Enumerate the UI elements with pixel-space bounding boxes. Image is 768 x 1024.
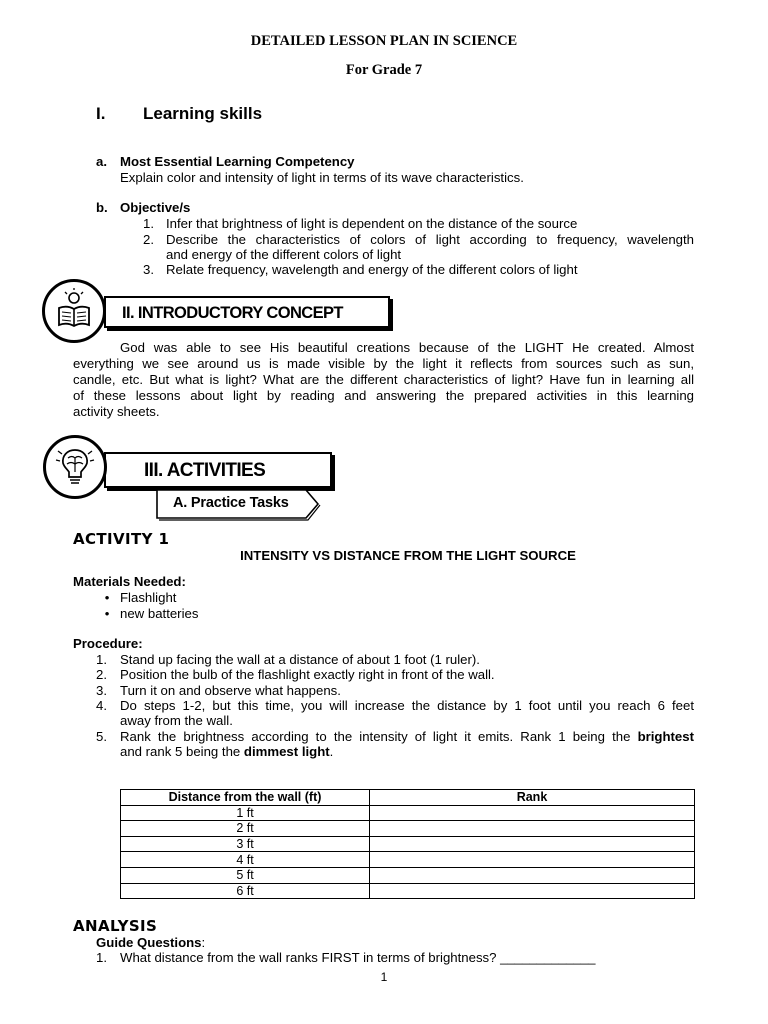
step-number: 5.	[96, 729, 107, 744]
intro-paragraph-line: everything we see around us is made visible by the light it reflects from sources such as sun,	[73, 356, 694, 371]
rank-cell[interactable]	[370, 836, 695, 852]
bullet-icon: •	[104, 590, 110, 605]
intro-banner	[104, 296, 390, 328]
section-2-heading: II. INTRODUCTORY CONCEPT	[122, 304, 343, 322]
activity-title: INTENSITY VS DISTANCE FROM THE LIGHT SOURCE	[240, 548, 576, 563]
practice-tasks-tab	[156, 489, 318, 519]
intro-paragraph-line: activity sheets.	[73, 404, 160, 419]
brightest-emphasis: brightest	[637, 729, 694, 744]
guide-question: What distance from the wall ranks FIRST in terms of brightness? _____________	[120, 950, 596, 965]
activity-label: ACTIVITY 1	[73, 530, 170, 548]
distance-cell: 2 ft	[121, 821, 370, 837]
procedure-step-continued: away from the wall.	[120, 713, 233, 728]
procedure-step: Position the bulb of the flashlight exactly right in front of the wall.	[120, 667, 495, 682]
procedure-step: Do steps 1-2, but this time, you will increase the distance by 1 foot until you reach 6 feet	[120, 698, 694, 713]
column-header-distance: Distance from the wall (ft)	[121, 790, 370, 806]
distance-cell: 4 ft	[121, 852, 370, 868]
item-a-text: Explain color and intensity of light in terms of its wave characteristics.	[120, 170, 524, 185]
rank-cell[interactable]	[370, 821, 695, 837]
objective-number: 2.	[143, 232, 154, 247]
item-a-letter: a.	[96, 154, 107, 169]
step-number: 2.	[96, 667, 107, 682]
intro-paragraph-line: God was able to see His beautiful creations because of the LIGHT He created. Almost	[120, 340, 694, 355]
objective-item-continued: and energy of the different colors of light	[166, 247, 402, 262]
table-row	[121, 836, 695, 852]
activities-banner	[104, 452, 332, 488]
objective-item: Infer that brightness of light is dependent on the distance of the source	[166, 216, 578, 231]
document-title: DETAILED LESSON PLAN IN SCIENCE	[250, 33, 518, 49]
item-a-label: Most Essential Learning Competency	[120, 154, 355, 169]
rank-cell[interactable]	[370, 805, 695, 821]
question-number: 1.	[96, 950, 107, 965]
distance-cell: 3 ft	[121, 836, 370, 852]
materials-label: Materials Needed:	[73, 574, 186, 589]
section-1-numeral: I.	[96, 104, 106, 123]
table-row	[121, 883, 695, 899]
material-item: • new batteries	[94, 606, 198, 622]
table-header-row	[121, 790, 695, 806]
procedure-step-continued: and rank 5 being the dimmest light.	[120, 744, 334, 759]
rank-cell[interactable]	[370, 867, 695, 883]
table-row	[121, 852, 695, 868]
objective-item: Relate frequency, wavelength and energy of the different colors of light	[166, 262, 578, 277]
objective-number: 1.	[143, 216, 154, 231]
practice-tasks-label: A. Practice Tasks	[173, 495, 289, 511]
ranking-table	[120, 789, 695, 899]
brain-bulb-icon	[43, 435, 107, 499]
rank-cell[interactable]	[370, 852, 695, 868]
step-number: 3.	[96, 683, 107, 698]
table-row	[121, 821, 695, 837]
distance-cell: 6 ft	[121, 883, 370, 899]
intro-paragraph-line: of these lessons about light by reading and answering the prepared activities in this learning	[73, 388, 694, 403]
book-lamp-icon	[42, 279, 106, 343]
procedure-step: Turn it on and observe what happens.	[120, 683, 341, 698]
objective-number: 3.	[143, 262, 154, 277]
procedure-step: Rank the brightness according to the intensity of light it emits. Rank 1 being the brightest	[120, 729, 694, 744]
objective-item: Describe the characteristics of colors of light according to frequency, wavelength	[166, 232, 694, 247]
rank-cell[interactable]	[370, 883, 695, 899]
step-number: 1.	[96, 652, 107, 667]
dimmest-emphasis: dimmest light	[243, 744, 330, 759]
intro-paragraph-line: candle, etc. But what is light? What are the different characteristics of light? Have fun in learning all	[73, 372, 694, 387]
distance-cell: 5 ft	[121, 867, 370, 883]
section-1-heading: Learning skills	[143, 104, 263, 123]
column-header-rank: Rank	[370, 790, 695, 806]
analysis-label: ANALYSIS	[73, 917, 158, 935]
procedure-step: Stand up facing the wall at a distance of about 1 foot (1 ruler).	[120, 652, 480, 667]
page-number: 1	[380, 970, 388, 984]
guide-questions-label: Guide Questions:	[96, 935, 206, 950]
section-3-heading: III. ACTIVITIES	[144, 460, 266, 481]
table-row	[121, 805, 695, 821]
distance-cell: 1 ft	[121, 805, 370, 821]
item-b-label: Objective/s	[120, 200, 191, 215]
table-row	[121, 867, 695, 883]
grade-subtitle: For Grade 7	[345, 62, 423, 78]
material-item: • Flashlight	[94, 590, 176, 606]
item-b-letter: b.	[96, 200, 108, 215]
procedure-label: Procedure:	[73, 636, 143, 651]
step-number: 4.	[96, 698, 107, 713]
bullet-icon: •	[104, 606, 110, 621]
